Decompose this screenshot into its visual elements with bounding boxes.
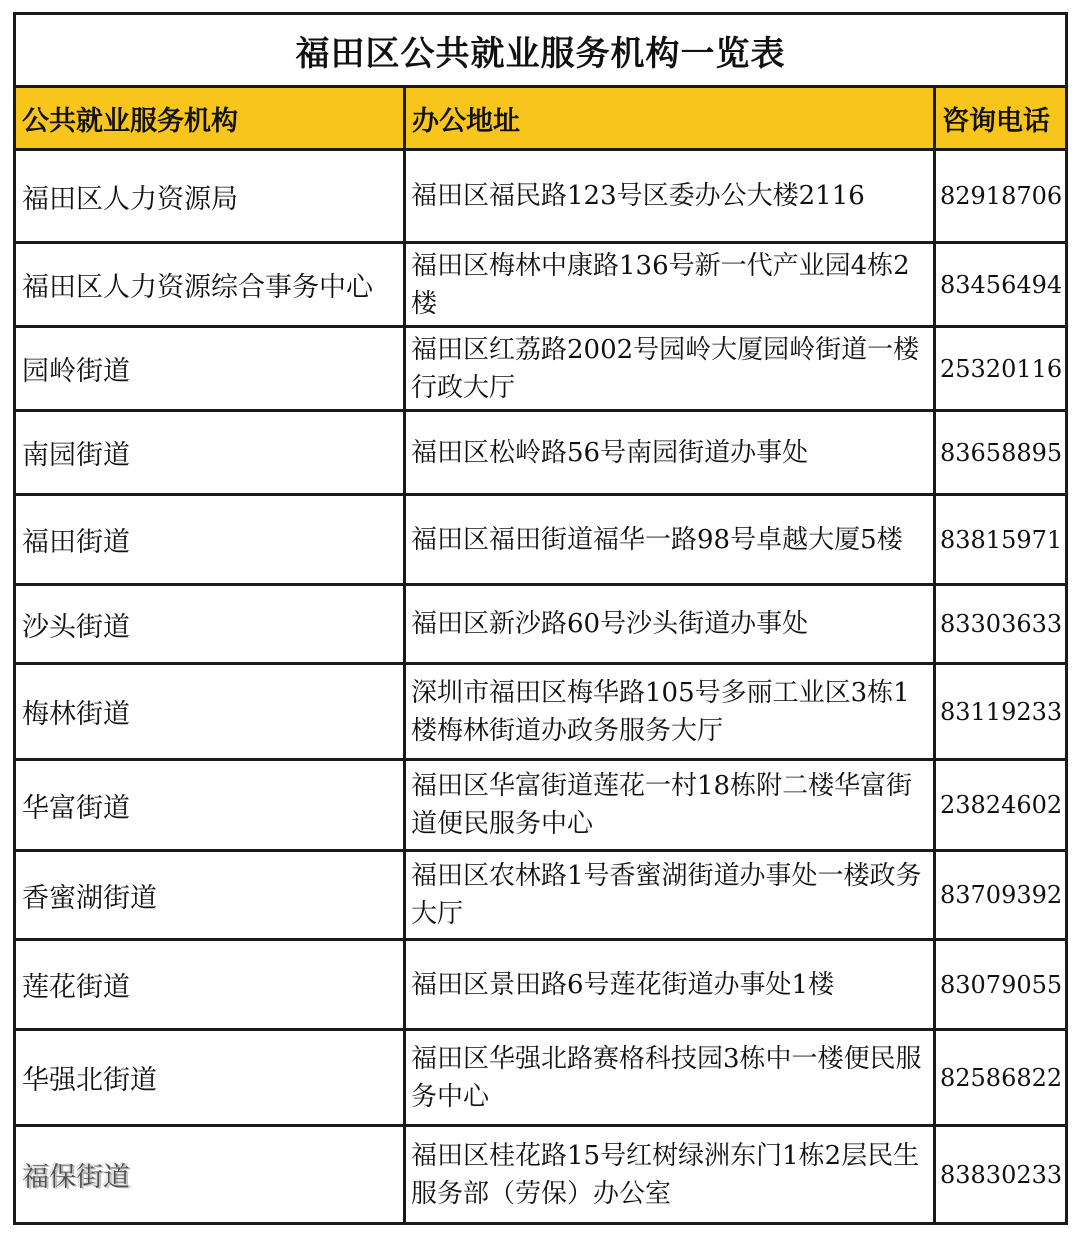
- office-address: 福田区福民路123号区委办公大楼2116: [405, 150, 935, 243]
- org-name: 福田区人力资源综合事务中心: [15, 243, 405, 327]
- office-address: 福田区红荔路2002号园岭大厦园岭街道一楼行政大厅: [405, 327, 935, 411]
- org-name: 南园街道: [15, 411, 405, 495]
- org-name: 香蜜湖街道: [15, 851, 405, 940]
- header-address: 办公地址: [405, 87, 935, 150]
- org-name: 梅林街道: [15, 664, 405, 760]
- org-name: 福田区人力资源局: [15, 150, 405, 243]
- org-name: 沙头街道: [15, 585, 405, 664]
- table-row: [15, 851, 1067, 940]
- table-row: [15, 327, 1067, 411]
- phone-number: 25320116: [935, 327, 1067, 411]
- table-title: 福田区公共就业服务机构一览表: [15, 14, 1067, 87]
- org-name: 莲花街道: [15, 940, 405, 1030]
- office-address: 福田区华强北路赛格科技园3栋中一楼便民服务中心: [405, 1030, 935, 1126]
- phone-number: 83709392: [935, 851, 1067, 940]
- office-address: 福田区景田路6号莲花街道办事处1楼: [405, 940, 935, 1030]
- table-row: [15, 1030, 1067, 1126]
- table-row: [15, 495, 1067, 585]
- phone-number: 83303633: [935, 585, 1067, 664]
- office-address: 福田区华富街道莲花一村18栋附二楼华富街道便民服务中心: [405, 760, 935, 851]
- office-address: 福田区新沙路60号沙头街道办事处: [405, 585, 935, 664]
- phone-number: 83079055: [935, 940, 1067, 1030]
- office-address: 福田区桂花路15号红树绿洲东门1栋2层民生服务部（劳保）办公室: [405, 1126, 935, 1224]
- table-row: [15, 664, 1067, 760]
- org-name: 华富街道: [15, 760, 405, 851]
- office-address: 福田区梅林中康路136号新一代产业园4栋2楼: [405, 243, 935, 327]
- org-name: 福田街道: [15, 495, 405, 585]
- table-row: [15, 243, 1067, 327]
- table-row: [15, 585, 1067, 664]
- org-name: 华强北街道: [15, 1030, 405, 1126]
- office-address: 深圳市福田区梅华路105号多丽工业区3栋1楼梅林街道办政务服务大厅: [405, 664, 935, 760]
- table-row: [15, 150, 1067, 243]
- office-address: 福田区福田街道福华一路98号卓越大厦5楼: [405, 495, 935, 585]
- phone-number: 83456494: [935, 243, 1067, 327]
- header-row: [15, 87, 1067, 150]
- title-row: [15, 14, 1067, 87]
- header-org: 公共就业服务机构: [15, 87, 405, 150]
- header-phone: 咨询电话: [935, 87, 1067, 150]
- phone-number: 83830233: [935, 1126, 1067, 1224]
- employment-services-table: [13, 12, 1068, 1225]
- phone-number: 82918706: [935, 150, 1067, 243]
- table-row: [15, 940, 1067, 1030]
- phone-number: 23824602: [935, 760, 1067, 851]
- phone-number: 83658895: [935, 411, 1067, 495]
- phone-number: 83815971: [935, 495, 1067, 585]
- table-row: [15, 411, 1067, 495]
- org-name: 园岭街道: [15, 327, 405, 411]
- office-address: 福田区农林路1号香蜜湖街道办事处一楼政务大厅: [405, 851, 935, 940]
- table-row: [15, 1126, 1067, 1224]
- table-row: [15, 760, 1067, 851]
- phone-number: 82586822: [935, 1030, 1067, 1126]
- org-name: 福保街道: [15, 1126, 405, 1224]
- office-address: 福田区松岭路56号南园街道办事处: [405, 411, 935, 495]
- phone-number: 83119233: [935, 664, 1067, 760]
